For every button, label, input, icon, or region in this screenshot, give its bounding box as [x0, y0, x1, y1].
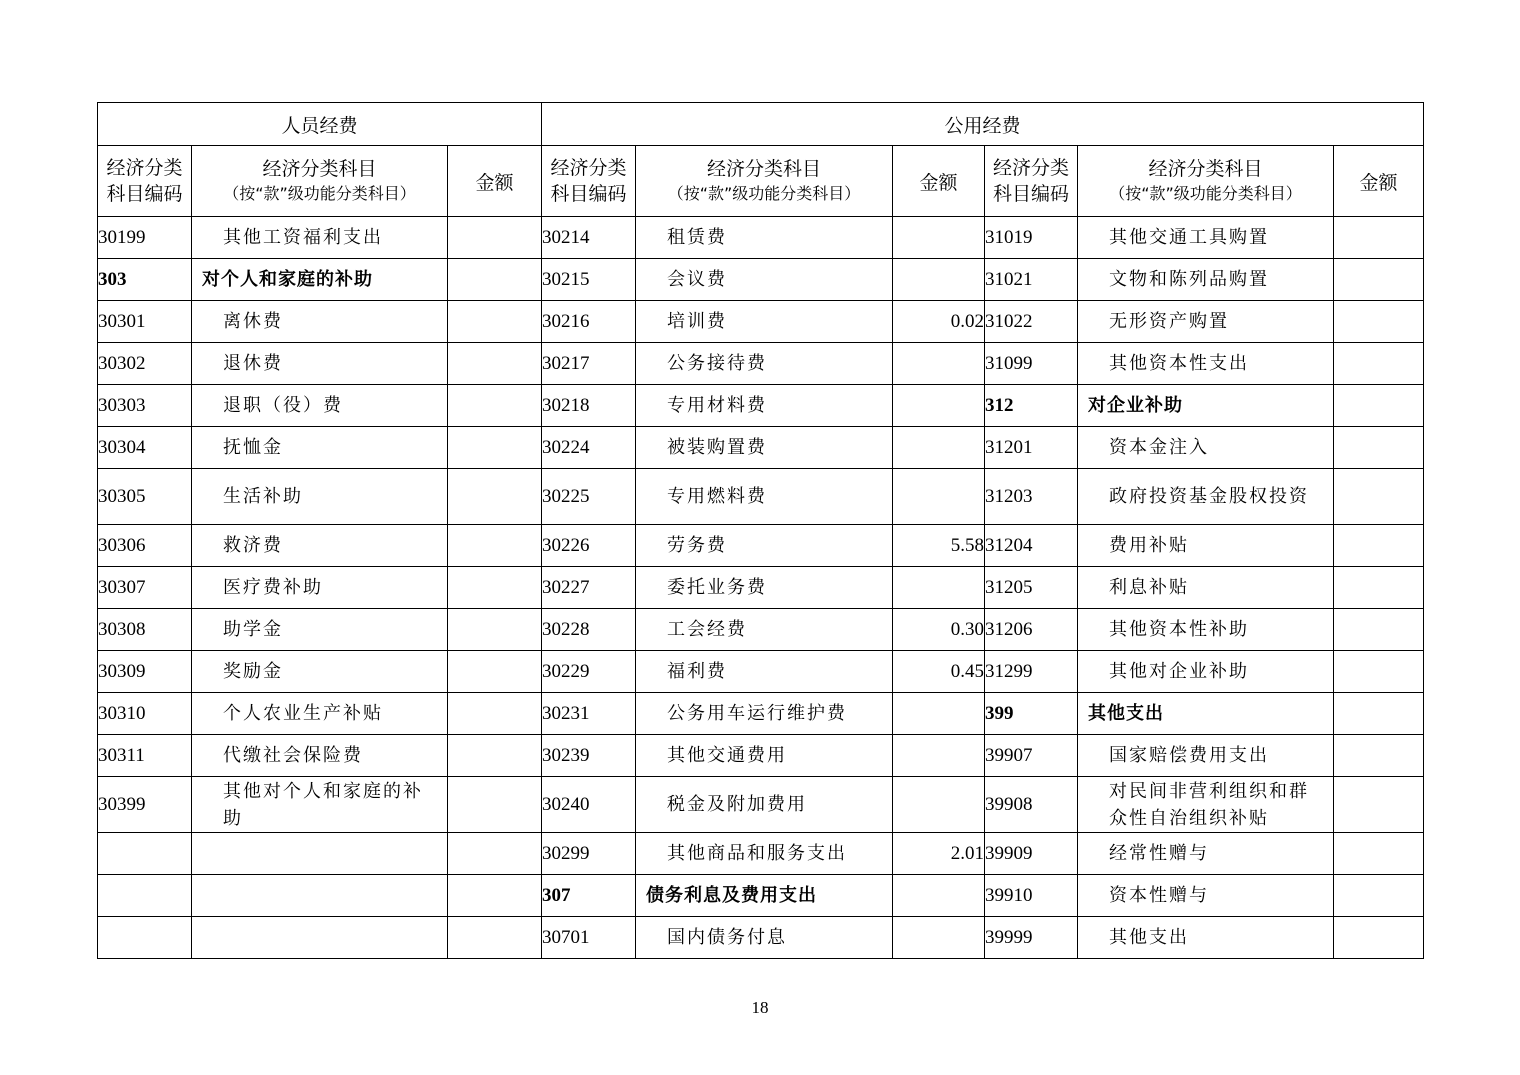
- subject-cell: 福利费: [636, 651, 893, 693]
- table-row: [98, 917, 1424, 959]
- table-row: [98, 259, 1424, 301]
- category-code-cell: 31019: [985, 217, 1078, 259]
- category-code-cell: 30303: [98, 385, 192, 427]
- category-code-cell: 30225: [542, 469, 636, 525]
- amount-cell: [1334, 343, 1424, 385]
- amount-cell: [448, 427, 542, 469]
- category-code-cell: 31204: [985, 525, 1078, 567]
- category-code-cell: 31203: [985, 469, 1078, 525]
- amount-cell: [448, 735, 542, 777]
- public-expense-header: 公用经费: [542, 103, 1424, 146]
- category-code-cell: 30306: [98, 525, 192, 567]
- subject-cell: 资本性赠与: [1078, 875, 1334, 917]
- amount-cell: [1334, 217, 1424, 259]
- category-code-cell: 30216: [542, 301, 636, 343]
- amount-cell: [448, 875, 542, 917]
- subject-cell: 其他对企业补助: [1078, 651, 1334, 693]
- subject-cell: 工会经费: [636, 609, 893, 651]
- subject-cell: 经常性赠与: [1078, 833, 1334, 875]
- amount-column-header: 金额: [893, 146, 985, 217]
- code-column-header: [542, 146, 636, 217]
- subject-cell: 对民间非营利组织和群众性自治组织补贴: [1078, 777, 1334, 833]
- amount-cell: [448, 693, 542, 735]
- amount-cell: [448, 259, 542, 301]
- subject-cell: [192, 833, 448, 875]
- category-code-cell: 30227: [542, 567, 636, 609]
- amount-cell: [893, 777, 985, 833]
- amount-cell: [448, 301, 542, 343]
- category-subject-cell: 对个人和家庭的补助: [192, 259, 448, 301]
- subject-cell: 税金及附加费用: [636, 777, 893, 833]
- amount-cell: [1334, 259, 1424, 301]
- table-row: [98, 525, 1424, 567]
- subject-cell: 公务接待费: [636, 343, 893, 385]
- amount-cell: [448, 469, 542, 525]
- category-code-cell: 30701: [542, 917, 636, 959]
- amount-cell: [1334, 301, 1424, 343]
- subject-header-sub: （按“款”级功能分类科目）: [667, 184, 861, 203]
- subject-cell: 公务用车运行维护费: [636, 693, 893, 735]
- category-code-cell: 30301: [98, 301, 192, 343]
- subject-cell: 租赁费: [636, 217, 893, 259]
- column-header-row: [98, 146, 1424, 217]
- amount-cell: [448, 917, 542, 959]
- subject-cell: [192, 917, 448, 959]
- category-code-cell: 30215: [542, 259, 636, 301]
- category-code-cell: 30214: [542, 217, 636, 259]
- amount-cell: [448, 343, 542, 385]
- category-code-cell: [98, 917, 192, 959]
- amount-cell: [1334, 567, 1424, 609]
- amount-cell: [448, 777, 542, 833]
- amount-cell: [1334, 693, 1424, 735]
- subject-cell: 被装购置费: [636, 427, 893, 469]
- amount-cell: [893, 259, 985, 301]
- subject-cell: 劳务费: [636, 525, 893, 567]
- subject-cell: 政府投资基金股权投资: [1078, 469, 1334, 525]
- amount-cell: [893, 693, 985, 735]
- subject-cell: 退职（役）费: [192, 385, 448, 427]
- category-code-cell: 39908: [985, 777, 1078, 833]
- subject-cell: 资本金注入: [1078, 427, 1334, 469]
- category-code-cell: 39907: [985, 735, 1078, 777]
- category-code-cell: 30224: [542, 427, 636, 469]
- category-code-cell: 303: [98, 259, 192, 301]
- subject-header-main: 经济分类科目: [1148, 158, 1263, 180]
- table-row: [98, 567, 1424, 609]
- amount-cell: 2.01: [893, 833, 985, 875]
- category-code-cell: 30229: [542, 651, 636, 693]
- subject-cell: 其他对个人和家庭的补助: [192, 777, 448, 833]
- category-code-cell: 30305: [98, 469, 192, 525]
- subject-cell: 其他支出: [1078, 917, 1334, 959]
- subject-column-header: [636, 146, 893, 217]
- subject-cell: 专用材料费: [636, 385, 893, 427]
- table-row: [98, 301, 1424, 343]
- subject-cell: 救济费: [192, 525, 448, 567]
- amount-cell: [448, 217, 542, 259]
- subject-cell: 其他工资福利支出: [192, 217, 448, 259]
- category-code-cell: 31299: [985, 651, 1078, 693]
- subject-cell: 离休费: [192, 301, 448, 343]
- category-code-cell: 31206: [985, 609, 1078, 651]
- subject-cell: 会议费: [636, 259, 893, 301]
- category-code-cell: [98, 875, 192, 917]
- subject-cell: 个人农业生产补贴: [192, 693, 448, 735]
- subject-cell: 其他交通费用: [636, 735, 893, 777]
- subject-cell: [192, 875, 448, 917]
- amount-cell: [1334, 469, 1424, 525]
- subject-header-sub: （按“款”级功能分类科目）: [223, 184, 416, 203]
- table-row: [98, 693, 1424, 735]
- code-header-line2: 科目编码: [106, 183, 183, 205]
- amount-cell: [893, 217, 985, 259]
- expenditure-table: [97, 102, 1424, 959]
- amount-cell: [1334, 427, 1424, 469]
- category-code-cell: 31021: [985, 259, 1078, 301]
- category-code-cell: 30309: [98, 651, 192, 693]
- group-header-row: [98, 103, 1424, 146]
- subject-cell: 抚恤金: [192, 427, 448, 469]
- amount-cell: 0.02: [893, 301, 985, 343]
- category-code-cell: 30199: [98, 217, 192, 259]
- category-code-cell: 312: [985, 385, 1078, 427]
- amount-cell: [1334, 875, 1424, 917]
- amount-cell: [1334, 833, 1424, 875]
- subject-column-header: [1078, 146, 1334, 217]
- amount-column-header: 金额: [448, 146, 542, 217]
- amount-cell: [893, 567, 985, 609]
- category-code-cell: [98, 833, 192, 875]
- amount-cell: [893, 343, 985, 385]
- category-code-cell: 30307: [98, 567, 192, 609]
- table-row: [98, 343, 1424, 385]
- code-column-header: [98, 146, 192, 217]
- amount-cell: [893, 735, 985, 777]
- subject-column-header: [192, 146, 448, 217]
- category-subject-cell: 债务利息及费用支出: [636, 875, 893, 917]
- category-code-cell: 399: [985, 693, 1078, 735]
- category-code-cell: 30239: [542, 735, 636, 777]
- amount-cell: [1334, 525, 1424, 567]
- subject-cell: 委托业务费: [636, 567, 893, 609]
- amount-cell: [893, 875, 985, 917]
- amount-cell: 0.45: [893, 651, 985, 693]
- amount-cell: 0.30: [893, 609, 985, 651]
- subject-cell: 利息补贴: [1078, 567, 1334, 609]
- category-code-cell: 30399: [98, 777, 192, 833]
- amount-cell: [1334, 385, 1424, 427]
- subject-cell: 其他交通工具购置: [1078, 217, 1334, 259]
- subject-cell: 退休费: [192, 343, 448, 385]
- category-code-cell: 39910: [985, 875, 1078, 917]
- amount-cell: [1334, 777, 1424, 833]
- table-row: [98, 875, 1424, 917]
- table-row: [98, 735, 1424, 777]
- amount-column-header: 金额: [1334, 146, 1424, 217]
- amount-cell: [893, 427, 985, 469]
- code-header-line1: 经济分类: [992, 157, 1069, 179]
- category-code-cell: 30299: [542, 833, 636, 875]
- category-code-cell: 31201: [985, 427, 1078, 469]
- subject-cell: 费用补贴: [1078, 525, 1334, 567]
- code-header-line2: 科目编码: [992, 183, 1069, 205]
- subject-header-main: 经济分类科目: [262, 158, 377, 180]
- table-row: [98, 777, 1424, 833]
- category-subject-cell: 对企业补助: [1078, 385, 1334, 427]
- amount-cell: [448, 385, 542, 427]
- subject-cell: 奖励金: [192, 651, 448, 693]
- subject-header-sub: （按“款”级功能分类科目）: [1109, 184, 1302, 203]
- category-code-cell: 30302: [98, 343, 192, 385]
- category-code-cell: 30231: [542, 693, 636, 735]
- category-code-cell: 30308: [98, 609, 192, 651]
- category-code-cell: 307: [542, 875, 636, 917]
- table-row: [98, 651, 1424, 693]
- subject-cell: 生活补助: [192, 469, 448, 525]
- table-row: [98, 609, 1424, 651]
- table-row: [98, 469, 1424, 525]
- category-code-cell: 30304: [98, 427, 192, 469]
- amount-cell: [1334, 609, 1424, 651]
- category-code-cell: 30310: [98, 693, 192, 735]
- amount-cell: [893, 917, 985, 959]
- subject-cell: 培训费: [636, 301, 893, 343]
- subject-cell: 其他商品和服务支出: [636, 833, 893, 875]
- amount-cell: [893, 385, 985, 427]
- amount-cell: [1334, 651, 1424, 693]
- code-column-header: [985, 146, 1078, 217]
- subject-cell: 代缴社会保险费: [192, 735, 448, 777]
- amount-cell: [1334, 735, 1424, 777]
- table-row: [98, 833, 1424, 875]
- table-row: [98, 217, 1424, 259]
- amount-cell: [1334, 917, 1424, 959]
- page-number: 18: [751, 998, 769, 1017]
- category-code-cell: 30240: [542, 777, 636, 833]
- subject-header-main: 经济分类科目: [706, 158, 821, 180]
- category-code-cell: 31099: [985, 343, 1078, 385]
- code-header-line1: 经济分类: [550, 157, 627, 179]
- amount-cell: [448, 609, 542, 651]
- category-code-cell: 39909: [985, 833, 1078, 875]
- category-code-cell: 31022: [985, 301, 1078, 343]
- amount-cell: [448, 525, 542, 567]
- amount-cell: [893, 469, 985, 525]
- subject-cell: 医疗费补助: [192, 567, 448, 609]
- category-code-cell: 39999: [985, 917, 1078, 959]
- category-code-cell: 30218: [542, 385, 636, 427]
- subject-cell: 国家赔偿费用支出: [1078, 735, 1334, 777]
- amount-cell: 5.58: [893, 525, 985, 567]
- subject-cell: 专用燃料费: [636, 469, 893, 525]
- amount-cell: [448, 567, 542, 609]
- subject-cell: 国内债务付息: [636, 917, 893, 959]
- table-row: [98, 427, 1424, 469]
- subject-cell: 无形资产购置: [1078, 301, 1334, 343]
- subject-cell: 其他资本性补助: [1078, 609, 1334, 651]
- table-row: [98, 385, 1424, 427]
- category-code-cell: 30311: [98, 735, 192, 777]
- category-code-cell: 30228: [542, 609, 636, 651]
- category-code-cell: 31205: [985, 567, 1078, 609]
- subject-cell: 文物和陈列品购置: [1078, 259, 1334, 301]
- category-code-cell: 30217: [542, 343, 636, 385]
- category-subject-cell: 其他支出: [1078, 693, 1334, 735]
- amount-cell: [448, 651, 542, 693]
- code-header-line2: 科目编码: [550, 183, 627, 205]
- amount-cell: [448, 833, 542, 875]
- subject-cell: 助学金: [192, 609, 448, 651]
- category-code-cell: 30226: [542, 525, 636, 567]
- subject-cell: 其他资本性支出: [1078, 343, 1334, 385]
- personnel-expense-header: 人员经费: [98, 103, 542, 146]
- code-header-line1: 经济分类: [106, 157, 183, 179]
